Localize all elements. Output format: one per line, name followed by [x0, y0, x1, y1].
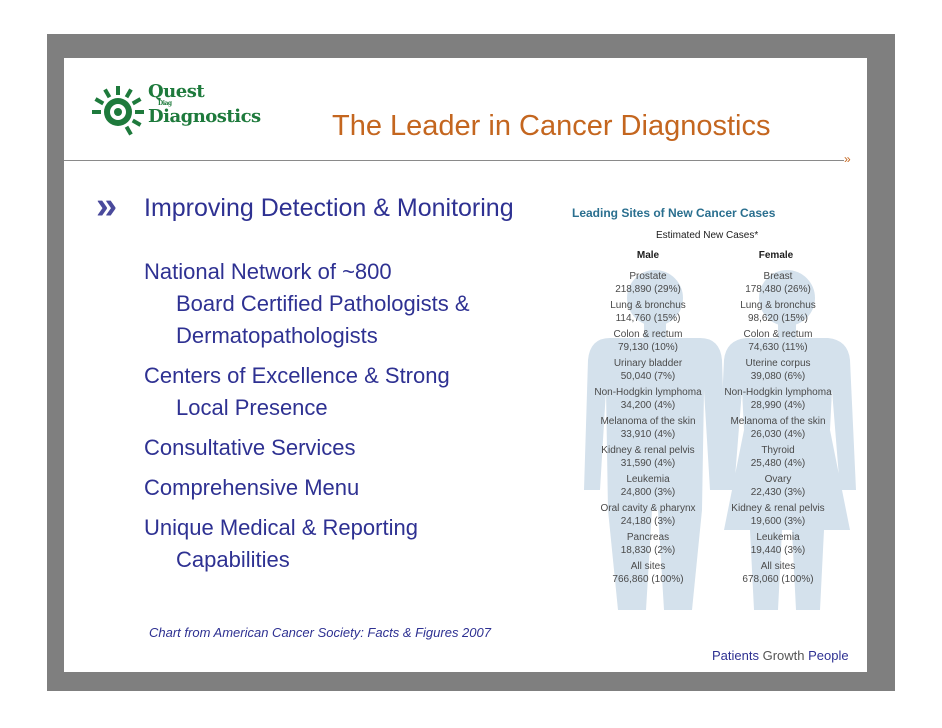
male-entries — [586, 270, 710, 589]
male-entry: Colon & rectum 79,130 (10%) — [613, 329, 683, 353]
female-entry: Leukemia 19,440 (3%) — [750, 532, 806, 556]
male-entry: Prostate 218,890 (29%) — [615, 271, 681, 295]
bullet-item: Unique Medical & Reporting Capabilities — [144, 515, 418, 572]
male-entry: Pancreas 18,830 (2%) — [620, 532, 676, 556]
sunburst-logo-icon — [90, 82, 146, 138]
male-entry: Leukemia 24,800 (3%) — [620, 474, 676, 498]
bullet-list — [144, 256, 544, 584]
logo-wordmark: Quest Diag Diagnostics — [148, 81, 261, 127]
female-entry: Ovary 22,430 (3%) — [750, 474, 806, 498]
female-entry: Breast 178,480 (26%) — [745, 271, 811, 295]
male-entry: Lung & bronchus 114,760 (15%) — [610, 300, 686, 324]
female-entry: All sites 678,060 (100%) — [742, 561, 814, 585]
male-entry: Oral cavity & pharynx 24,180 (3%) — [600, 503, 696, 527]
heading-chevron-icon: » — [96, 185, 118, 227]
cancer-sites-chart — [566, 200, 866, 620]
slide-title: The Leader in Cancer Diagnostics — [332, 110, 771, 142]
female-entry: Non-Hodgkin lymphoma 28,990 (4%) — [724, 387, 832, 411]
male-entry: All sites 766,860 (100%) — [612, 561, 684, 585]
chart-source-note: Chart from American Cancer Society: Facts & Figures 2007 — [149, 625, 491, 640]
male-entry: Melanoma of the skin 33,910 (4%) — [600, 416, 696, 440]
female-entry: Kidney & renal pelvis 19,600 (3%) — [731, 503, 825, 527]
male-entry: Urinary bladder 50,040 (7%) — [613, 358, 683, 382]
male-header: Male — [636, 250, 660, 261]
male-entry: Non-Hodgkin lymphoma 34,200 (4%) — [594, 387, 702, 411]
bullet-item: National Network of ~800 Board Certified Pathologists & Dermatopathologists — [144, 259, 470, 348]
female-header: Female — [758, 250, 794, 261]
bullet-item: Centers of Excellence & Strong Local Presence — [144, 363, 450, 420]
chart-title: Leading Sites of New Cancer Cases — [572, 206, 776, 220]
male-entry: Kidney & renal pelvis 31,590 (4%) — [601, 445, 695, 469]
chart-subtitle: Estimated New Cases* — [656, 230, 759, 241]
female-entry: Thyroid 25,480 (4%) — [750, 445, 806, 469]
bullet-item: Comprehensive Menu — [144, 475, 360, 500]
female-entry: Lung & bronchus 98,620 (15%) — [740, 300, 816, 324]
footer-tagline: Patients Growth People — [712, 648, 849, 663]
female-entries — [716, 270, 840, 589]
bullet-item: Consultative Services — [144, 435, 356, 460]
female-entry: Melanoma of the skin 26,030 (4%) — [730, 416, 826, 440]
divider-chevron-icon: » — [844, 152, 851, 166]
quest-diagnostics-logo — [90, 81, 261, 138]
female-entry: Colon & rectum 74,630 (11%) — [743, 329, 813, 353]
title-divider — [64, 160, 844, 161]
section-heading: Improving Detection & Monitoring — [144, 194, 514, 222]
female-entry: Uterine corpus 39,080 (6%) — [745, 358, 811, 382]
